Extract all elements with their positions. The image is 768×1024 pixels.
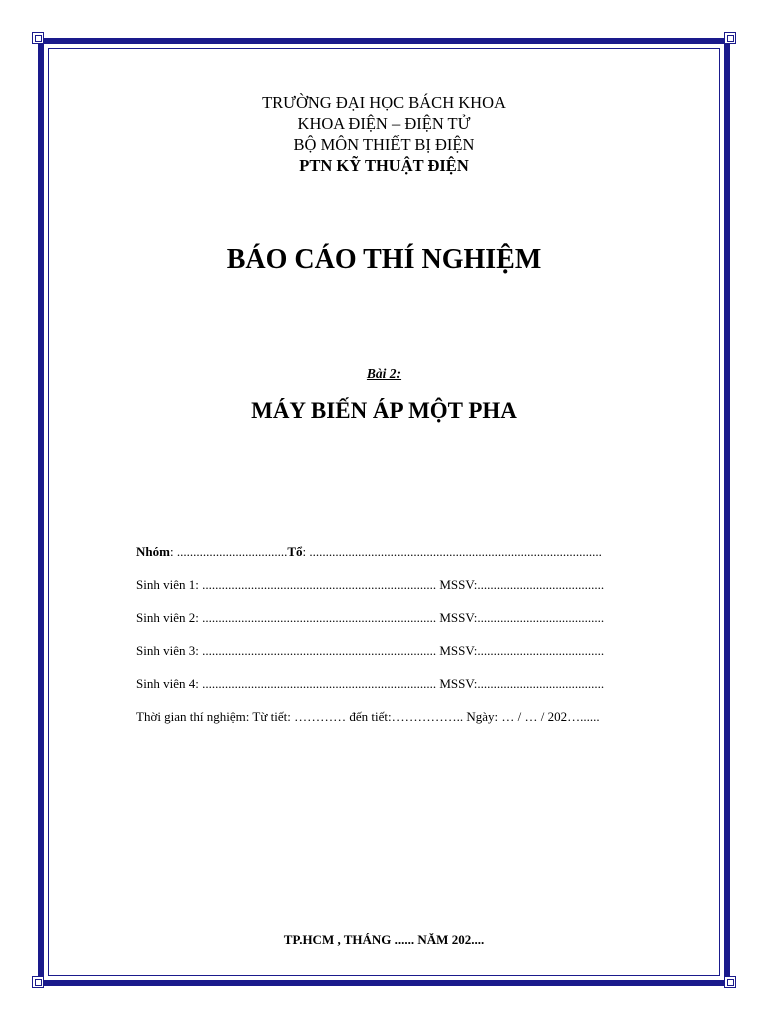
team-label: Tổ	[287, 544, 303, 559]
footer-date-line: TP.HCM , THÁNG ...... NĂM 202....	[283, 932, 485, 947]
group-blank: : ..................................	[169, 544, 288, 559]
student-name-blank: Sinh viên 1: ........................................................................	[136, 577, 437, 592]
report-title: BÁO CÁO THÍ NGHIỆM	[226, 244, 542, 275]
page-border-inner	[48, 48, 720, 976]
lab-name: PTN KỸ THUẬT ĐIỆN	[299, 156, 469, 175]
corner-ornament-top-right	[724, 32, 736, 44]
corner-ornament-top-left	[32, 32, 44, 44]
lesson-title: MÁY BIẾN ÁP MỘT PHA	[251, 398, 517, 423]
corner-ornament-bottom-left	[32, 976, 44, 988]
student-name-blank: Sinh viên 4: ........................................................................	[136, 676, 437, 691]
student-id-blank: MSSV:.......................................	[436, 610, 605, 625]
department-name: BỘ MÔN THIẾT BỊ ĐIỆN	[293, 135, 475, 154]
student-info-form	[136, 544, 696, 742]
corner-ornament-bottom-right	[724, 976, 736, 988]
student-row	[136, 676, 696, 709]
experiment-time-row: Thời gian thí nghiệm: Từ tiết: ………… đến tiết:…………….. Ngày: … / … / 202…......	[136, 709, 600, 724]
group-label: Nhóm	[136, 544, 170, 559]
student-name-blank: Sinh viên 3: ........................................................................	[136, 643, 437, 658]
lesson-label: Bài 2:	[366, 366, 402, 381]
student-id-blank: MSSV:.......................................	[436, 577, 605, 592]
team-blank: : ..........................................................................................	[302, 544, 602, 559]
group-row	[136, 544, 696, 577]
student-row	[136, 577, 696, 610]
university-name: TRƯỜNG ĐẠI HỌC BÁCH KHOA	[262, 93, 506, 112]
student-id-blank: MSSV:.......................................	[436, 676, 605, 691]
student-row	[136, 643, 696, 676]
student-id-blank: MSSV:.......................................	[436, 643, 605, 658]
faculty-name: KHOA ĐIỆN – ĐIỆN TỬ	[297, 114, 471, 133]
institution-header	[0, 92, 768, 176]
student-name-blank: Sinh viên 2: ........................................................................	[136, 610, 437, 625]
student-row	[136, 610, 696, 643]
